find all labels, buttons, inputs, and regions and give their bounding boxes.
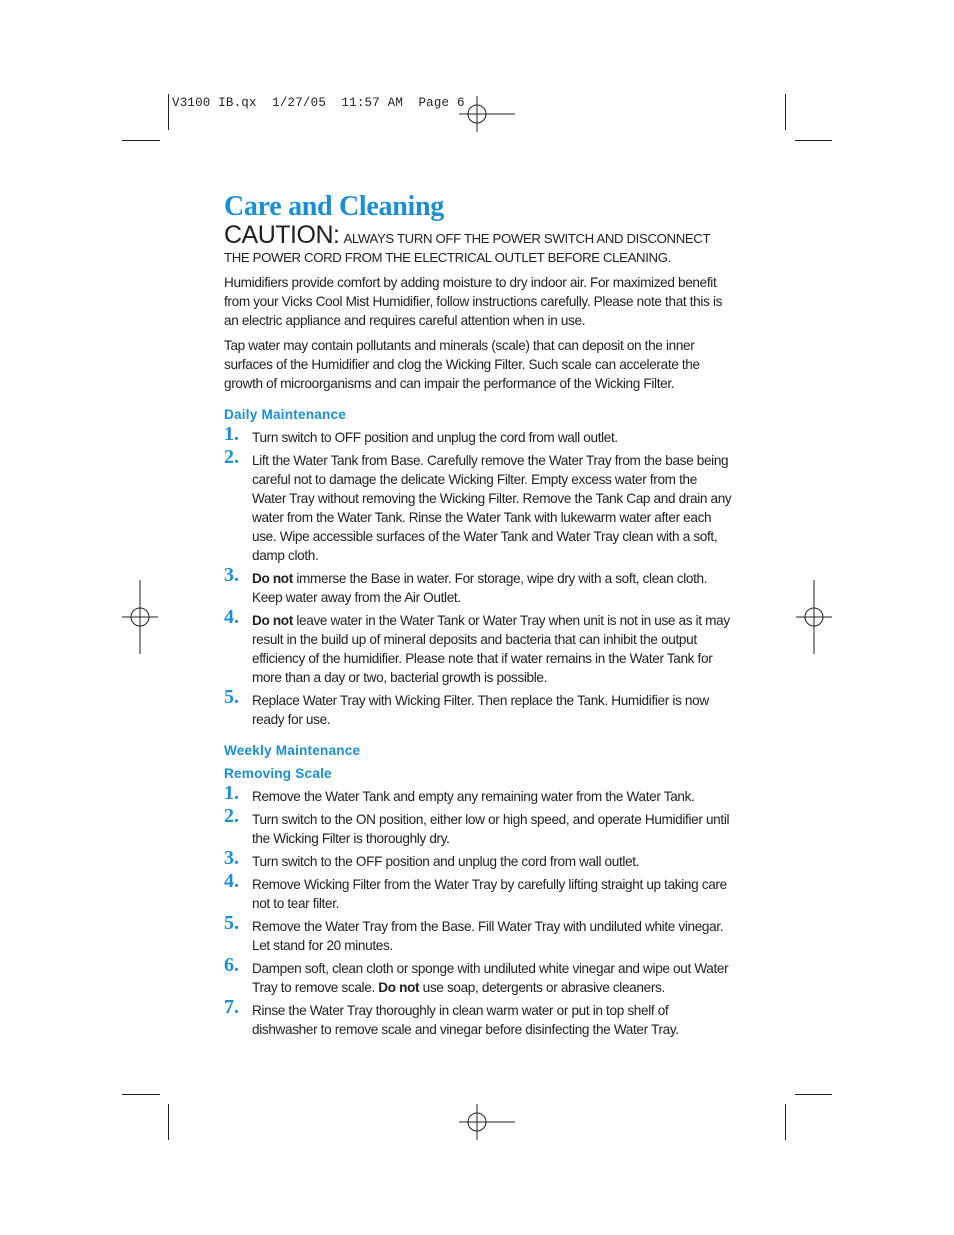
registration-mark-icon <box>459 96 515 132</box>
step-text: Remove the Water Tank and empty any remaining water from the Water Tank. <box>252 789 695 804</box>
step-number: 4. <box>224 870 239 892</box>
removing-scale-heading: Removing Scale <box>224 766 332 781</box>
crop-mark <box>785 1104 786 1140</box>
step-number: 2. <box>224 805 239 827</box>
scale-paragraph: Tap water may contain pollutants and minerals (scale) that can deposit on the inner surfaces of the Humidifier and clog the Wicking Filter. Such scale can accelerate the growth of microorganisms and can impair the performance of the Wicking Filter. <box>224 338 700 391</box>
step-emphasis: Do not <box>378 980 420 995</box>
step-text: Remove the Water Tray from the Base. Fill Water Tray with undiluted white vinegar. Let stand for 20 minutes. <box>252 919 724 953</box>
list-item <box>224 996 734 1039</box>
crop-mark <box>795 1094 832 1095</box>
page-title: Care and Cleaning <box>224 191 444 222</box>
caution-notice <box>224 221 734 267</box>
step-number: 3. <box>224 564 239 586</box>
step-number: 5. <box>224 686 239 708</box>
step-text: Turn switch to the ON position, either low or high speed, and operate Humidifier until the Wicking Filter is thoroughly dry. <box>252 812 730 846</box>
step-text: Rinse the Water Tray thoroughly in clean warm water or put in top shelf of dishwasher to remove scale and vinegar before disinfecting the Water Tray. <box>252 1003 679 1037</box>
step-number: 3. <box>224 847 239 869</box>
caution-label: CAUTION: <box>224 221 340 249</box>
step-text: leave water in the Water Tank or Water Tray when unit is not in use as it may result in the build up of mineral deposits and bacteria that can inhibit the output efficiency of the humidifier. Please note that if water remains in the Water Tank for more than a day or two, bacterial growth is possible. <box>252 613 730 685</box>
list-item <box>224 954 734 997</box>
crop-mark <box>785 94 786 130</box>
step-text: Turn switch to the OFF position and unplug the cord from wall outlet. <box>252 854 640 869</box>
step-text: Dampen soft, clean cloth or sponge with undiluted white vinegar and wipe out Water Tray to remove scale. <box>252 961 729 995</box>
step-number: 1. <box>224 423 239 445</box>
step-number: 5. <box>224 912 239 934</box>
step-text: Turn switch to OFF position and unplug the cord from wall outlet. <box>252 430 618 445</box>
step-number: 7. <box>224 996 239 1018</box>
list-item <box>224 686 734 729</box>
step-text: Lift the Water Tank from Base. Carefully remove the Water Tray from the base being careful not to damage the delicate Wicking Filter. Empty excess water from the Water Tray without removing the Wicking Filter. Remove the Tank Cap and drain any water from the Water Tank. Rinse the Water Tank with lukewarm water after each use. Wipe accessible surfaces of the Water Tank and Water Tray clean with a soft, damp cloth. <box>252 453 732 563</box>
list-item <box>224 805 734 848</box>
list-item <box>224 606 734 687</box>
step-number: 4. <box>224 606 239 628</box>
step-emphasis: Do not <box>252 613 293 628</box>
registration-mark-icon <box>796 580 832 654</box>
list-item <box>224 564 734 607</box>
crop-mark <box>168 1104 169 1140</box>
step-text: use soap, detergents or abrasive cleaners. <box>419 980 665 995</box>
registration-mark-icon <box>459 1104 515 1140</box>
weekly-steps-list <box>224 782 734 1039</box>
printer-slug: V3100 IB.qx 1/27/05 11:57 AM Page 6 <box>172 96 465 110</box>
list-item <box>224 782 734 806</box>
step-text: Replace Water Tray with Wicking Filter. Then replace the Tank. Humidifier is now ready for use. <box>252 693 709 727</box>
registration-mark-icon <box>122 580 158 654</box>
crop-mark <box>122 1094 160 1095</box>
crop-mark <box>122 140 160 141</box>
list-item <box>224 446 734 565</box>
daily-steps-list <box>224 423 734 729</box>
list-item <box>224 847 734 871</box>
intro-paragraph: Humidifiers provide comfort by adding moisture to dry indoor air. For maximized benefit from your Vicks Cool Mist Humidifier, follow instructions carefully. Please note that this is an electric appliance and requires careful attention when in use. <box>224 275 723 328</box>
step-number: 1. <box>224 782 239 804</box>
list-item <box>224 870 734 913</box>
step-emphasis: Do not <box>252 571 293 586</box>
step-number: 6. <box>224 954 239 976</box>
daily-maintenance-heading: Daily Maintenance <box>224 407 347 422</box>
weekly-maintenance-heading: Weekly Maintenance <box>224 743 361 758</box>
step-text: Remove Wicking Filter from the Water Tray by carefully lifting straight up taking care not to tear filter. <box>252 877 727 911</box>
page-content <box>224 190 734 1039</box>
crop-mark <box>795 140 832 141</box>
list-item <box>224 423 734 447</box>
caution-text: ALWAYS TURN OFF THE POWER SWITCH AND DISCONNECT THE POWER CORD FROM THE ELECTRICAL OUTLET BEFORE CLEANING. <box>224 231 710 265</box>
crop-mark <box>168 94 169 130</box>
list-item <box>224 912 734 955</box>
step-number: 2. <box>224 446 239 468</box>
step-text: immerse the Base in water. For storage, wipe dry with a soft, clean cloth. Keep water away from the Air Outlet. <box>252 571 708 605</box>
